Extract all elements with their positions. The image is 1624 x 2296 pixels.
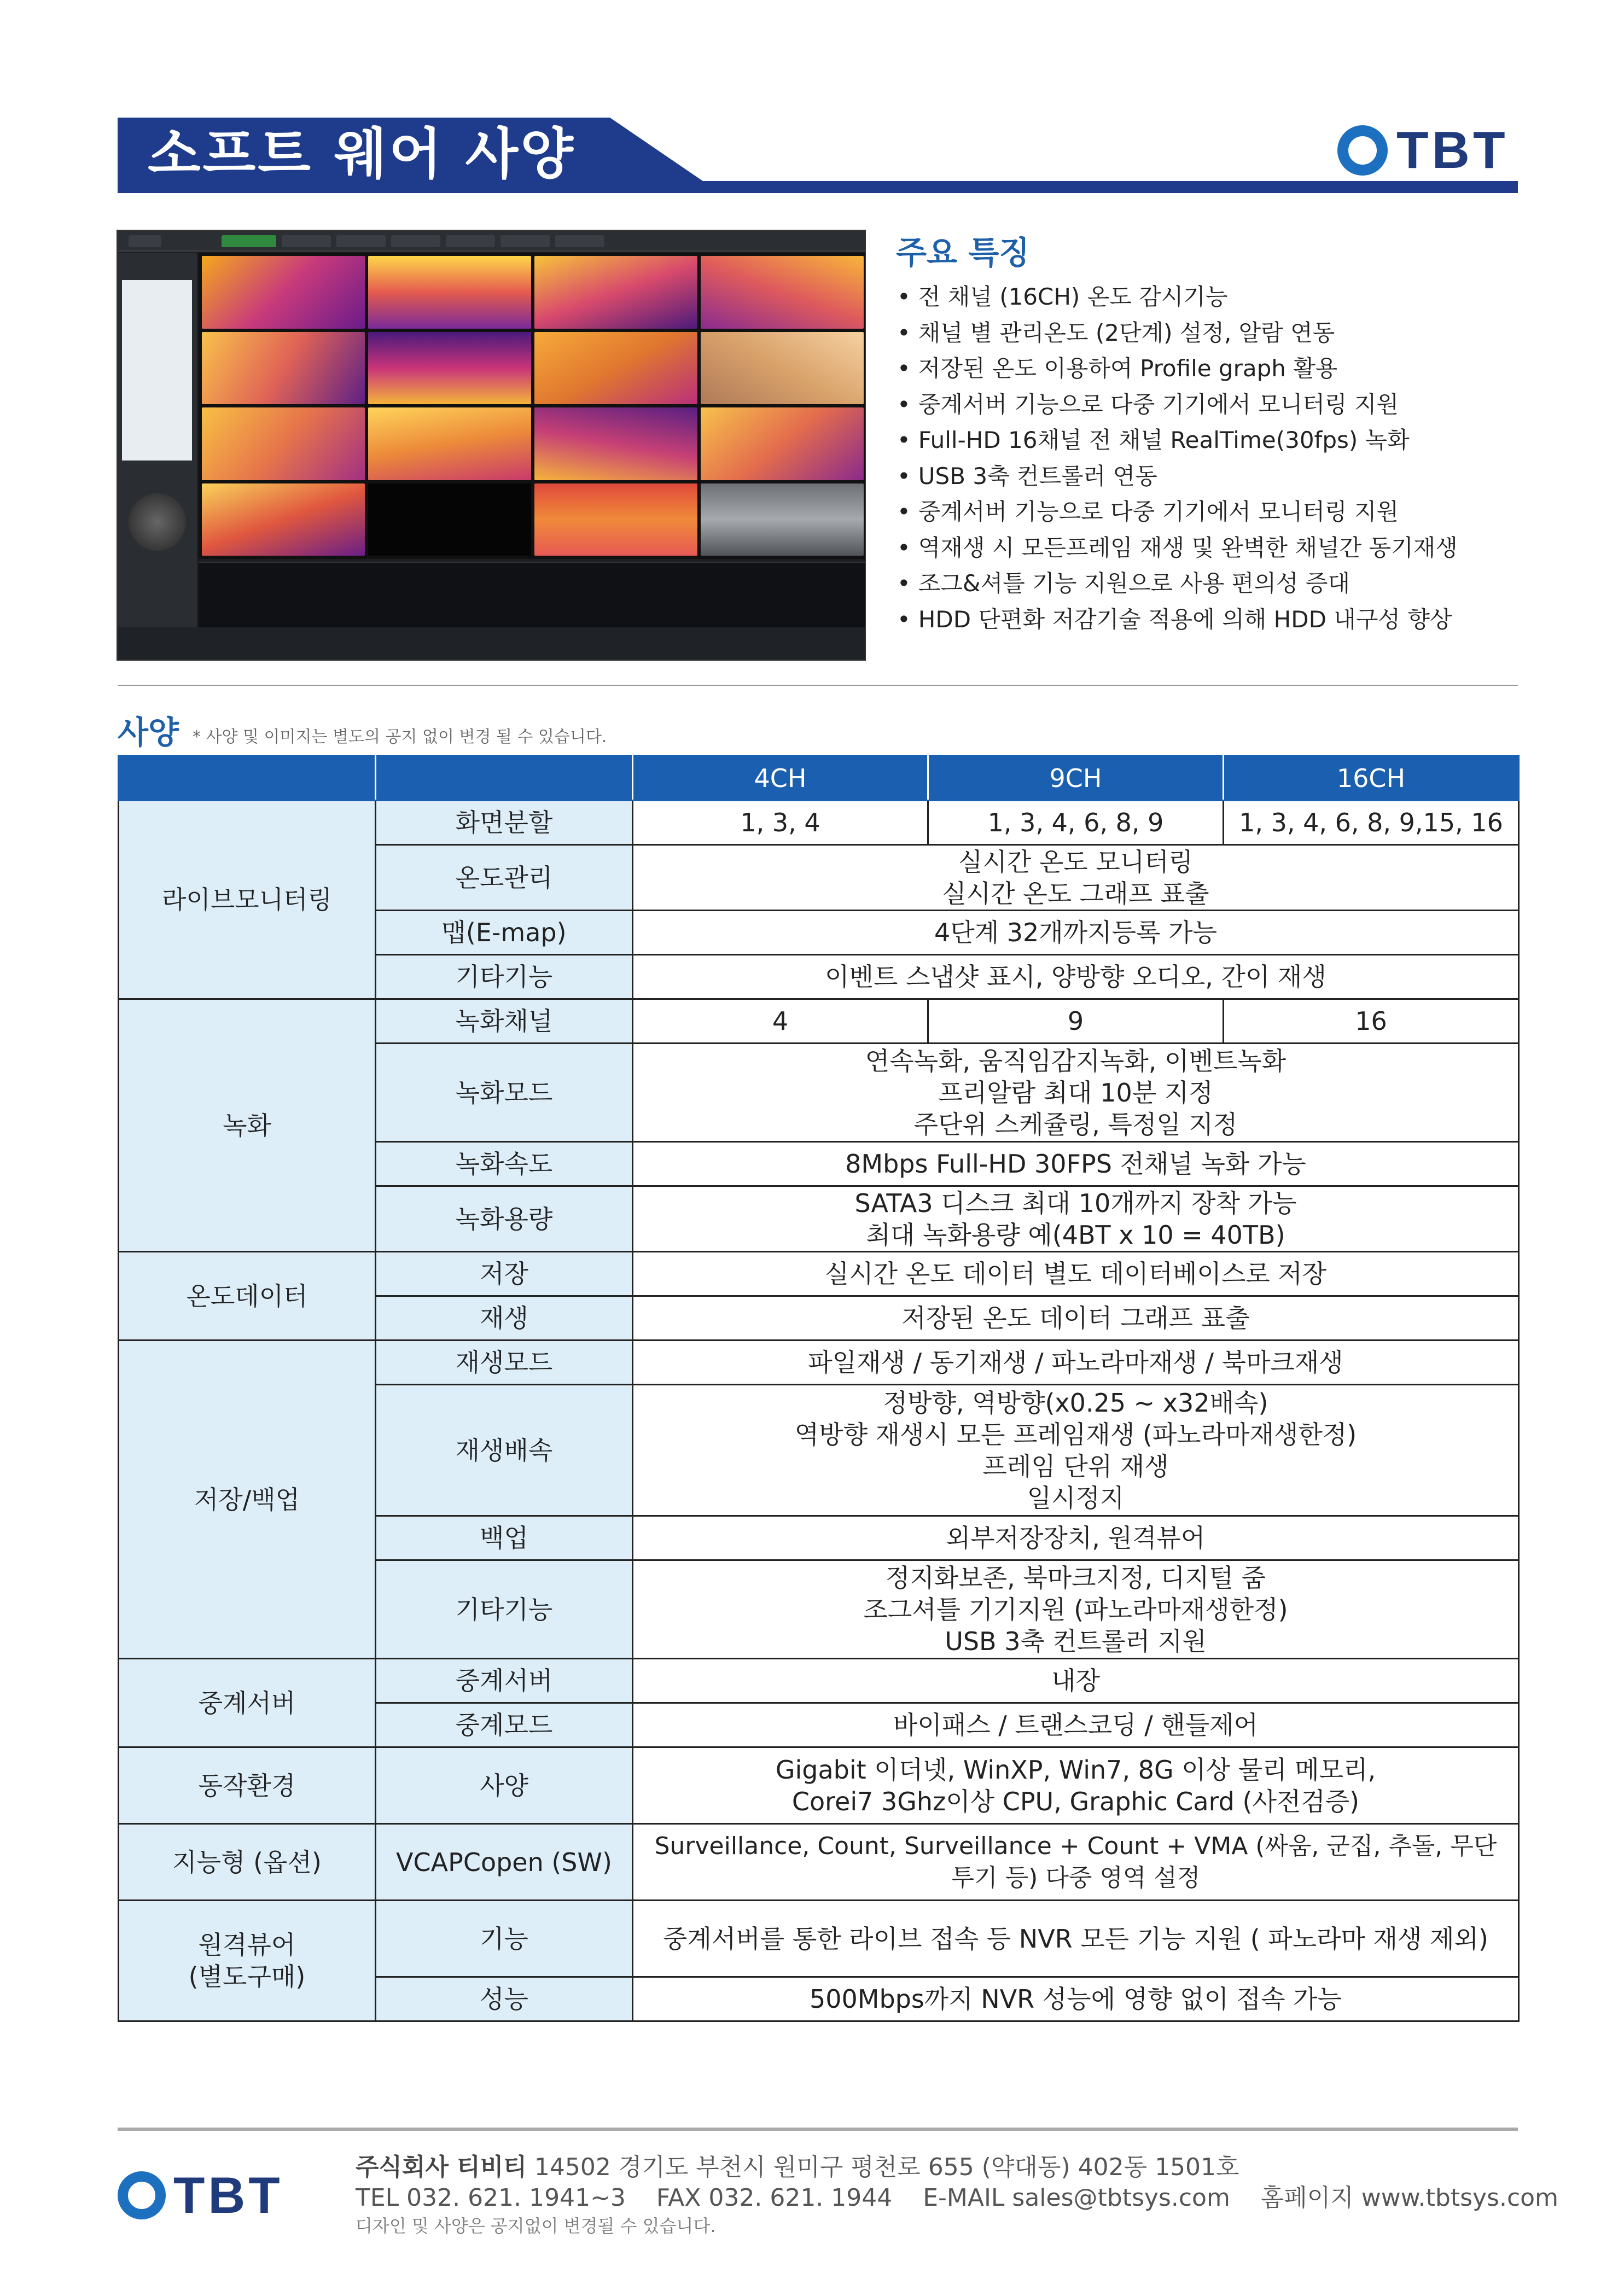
row-label: 녹화용량 xyxy=(376,1186,633,1252)
logo-text: TBT xyxy=(1396,121,1509,179)
row-label: 기능 xyxy=(376,1901,633,1977)
category-live: 라이브모니터링 xyxy=(119,801,376,999)
row-label: 성능 xyxy=(376,1977,633,2021)
cell-line: 조그셔틀 기기지원 (파노라마재생한정) xyxy=(863,1594,1288,1624)
category-recording: 녹화 xyxy=(119,999,376,1252)
feature-item: • 채널 별 관리온도 (2단계) 설정, 알람 연동 xyxy=(897,315,1542,351)
category-backup: 저장/백업 xyxy=(119,1341,376,1659)
row-label: 재생모드 xyxy=(376,1341,633,1385)
row-label: 재생배속 xyxy=(376,1385,633,1516)
cell-value: 8Mbps Full-HD 30FPS 전채널 녹화 가능 xyxy=(633,1142,1519,1186)
feature-item: • HDD 단편화 저감기술 적용에 의해 HDD 내구성 향상 xyxy=(897,602,1542,638)
cell-line: Corei7 3Ghz이상 CPU, Graphic Card (사전검증) xyxy=(791,1786,1360,1816)
cell-line: 실시간 온도 그래프 표출 xyxy=(942,878,1209,908)
section-divider xyxy=(118,685,1518,686)
cell-value: 1, 3, 4, 6, 8, 9,15, 16 xyxy=(1224,801,1519,845)
row-label: 백업 xyxy=(376,1516,633,1560)
header-cell xyxy=(119,756,376,801)
feature-item: • 저장된 온도 이용하여 Profile graph 활용 xyxy=(897,351,1542,387)
row-label: 중계서버 xyxy=(376,1659,633,1703)
row-label: 녹화모드 xyxy=(376,1044,633,1142)
cell-line: 프리알람 최대 10분 지정 xyxy=(938,1077,1213,1108)
cell-line: 연속녹화, 움직임감지녹화, 이벤트녹화 xyxy=(865,1046,1287,1076)
cell-value xyxy=(633,1747,1519,1824)
cell-value: 16 xyxy=(1224,999,1519,1044)
cell-value: 500Mbps까지 NVR 성능에 영향 없이 접속 가능 xyxy=(633,1977,1519,2021)
spec-title: 사양 xyxy=(118,714,179,751)
footer-address xyxy=(356,2147,1239,2182)
row-label: 중계모드 xyxy=(376,1703,633,1747)
logo-ring-icon xyxy=(118,2171,166,2219)
cell-line: 정지화보존, 북마크지정, 디지털 줌 xyxy=(885,1563,1266,1593)
cell-value: 1, 3, 4, 6, 8, 9 xyxy=(928,801,1224,845)
footer-divider xyxy=(118,2128,1518,2131)
cell-value: 4단계 32개까지등록 가능 xyxy=(633,911,1519,955)
cell-value: 1, 3, 4 xyxy=(633,801,928,845)
category-ai: 지능형 (옵션) xyxy=(119,1824,376,1901)
cell-value xyxy=(633,1560,1519,1659)
features-list xyxy=(897,279,1542,637)
cell-value: 중계서버를 통한 라이브 접속 등 NVR 모든 기능 지원 ( 파노라마 재생 제외) xyxy=(633,1901,1519,1977)
feature-item: • 전 채널 (16CH) 온도 감시기능 xyxy=(897,279,1542,315)
features-title: 주요 특징 xyxy=(896,234,1030,271)
header-cell-16ch: 16CH xyxy=(1224,756,1519,801)
cell-line: Surveillance, Count, Surveillance + Count + VMA (싸움, 군집, 추돌, 무단 xyxy=(654,1832,1497,1860)
row-label: VCAPCopen (SW) xyxy=(376,1824,633,1901)
row-label: 녹화채널 xyxy=(376,999,633,1044)
feature-item: • 역재생 시 모든프레임 재생 및 완벽한 채널간 동기재생 xyxy=(897,530,1542,566)
logo-text: TBT xyxy=(173,2166,283,2224)
category-env: 동작환경 xyxy=(119,1747,376,1824)
brand-logo xyxy=(1337,120,1509,180)
cell-value xyxy=(633,1186,1519,1252)
cell-line: (별도구매) xyxy=(188,1962,306,1991)
software-screenshot xyxy=(117,230,866,661)
cell-value: 4 xyxy=(633,999,928,1044)
cell-value: 9 xyxy=(928,999,1224,1044)
cell-value: 저장된 온도 데이터 그래프 표출 xyxy=(633,1296,1519,1341)
cell-line: 일시정지 xyxy=(1027,1483,1125,1513)
footer-contact: TEL 032. 621. 1941~3 FAX 032. 621. 1944 E-MAIL sales@tbtsys.com 홈페이지 www.tbtsys.com xyxy=(356,2184,1558,2212)
feature-item: • Full-HD 16채널 전 채널 RealTime(30fps) 녹화 xyxy=(897,422,1542,458)
feature-item: • 조그&셔틀 기능 지원으로 사용 편의성 증대 xyxy=(897,566,1542,602)
row-label: 저장 xyxy=(376,1252,633,1296)
cell-line: 역방향 재생시 모든 프레임재생 (파노라마재생한정) xyxy=(794,1419,1357,1449)
cell-line: Gigabit 이더넷, WinXP, Win7, 8G 이상 물리 메모리, xyxy=(775,1755,1376,1785)
logo-ring-icon xyxy=(1337,125,1388,176)
spec-note: * 사양 및 이미지는 별도의 공지 없이 변경 될 수 있습니다. xyxy=(193,727,607,747)
cell-value: 바이패스 / 트랜스코딩 / 핸들제어 xyxy=(633,1703,1519,1747)
cell-value: 외부저장장치, 원격뷰어 xyxy=(633,1516,1519,1560)
cell-value xyxy=(633,845,1519,911)
cell-value xyxy=(633,1044,1519,1142)
cell-line: USB 3축 컨트롤러 지원 xyxy=(945,1626,1207,1656)
cell-line: 투기 등) 다중 영역 설정 xyxy=(951,1863,1201,1892)
cell-line: 프레임 단위 재생 xyxy=(982,1451,1169,1481)
cell-value: 실시간 온도 데이터 별도 데이터베이스로 저장 xyxy=(633,1252,1519,1296)
category-relay: 중계서버 xyxy=(119,1659,376,1747)
footer-logo xyxy=(118,2166,283,2225)
feature-item: • 중계서버 기능으로 다중 기기에서 모니터링 지원 xyxy=(897,494,1542,530)
cell-value xyxy=(633,1824,1519,1901)
row-label: 온도관리 xyxy=(376,845,633,911)
row-label: 사양 xyxy=(376,1747,633,1824)
feature-item: • 중계서버 기능으로 다중 기기에서 모니터링 지원 xyxy=(897,387,1542,423)
address-text: 14502 경기도 부천시 원미구 평천로 655 (약대동) 402동 1501호 xyxy=(526,2153,1239,2181)
cell-line: 주단위 스케쥴링, 특정일 지정 xyxy=(913,1109,1238,1139)
row-label: 기타기능 xyxy=(376,1560,633,1659)
footer-notice: 디자인 및 사양은 공지없이 변경될 수 있습니다. xyxy=(356,2216,716,2236)
row-label: 재생 xyxy=(376,1296,633,1341)
cell-line: SATA3 디스크 최대 10개까지 장착 가능 xyxy=(854,1188,1297,1218)
row-label: 화면분할 xyxy=(376,801,633,845)
company-name: 주식회사 티비티 xyxy=(356,2153,527,2181)
header-cell xyxy=(376,756,633,801)
cell-line: 최대 녹화용량 예(4BT x 10 = 40TB) xyxy=(866,1220,1285,1250)
cell-line: 원격뷰어 xyxy=(198,1930,296,1960)
page-title: 소프트 웨어 사양 xyxy=(148,122,575,186)
cell-value: 파일재생 / 동기재생 / 파노라마재생 / 북마크재생 xyxy=(633,1341,1519,1385)
row-label: 기타기능 xyxy=(376,955,633,999)
cell-line: 실시간 온도 모니터링 xyxy=(958,847,1194,877)
row-label: 맵(E-map) xyxy=(376,911,633,955)
cell-value: 내장 xyxy=(633,1659,1519,1703)
category-remote xyxy=(119,1901,376,2021)
category-temp-data: 온도데이터 xyxy=(119,1252,376,1341)
cell-value xyxy=(633,1385,1519,1516)
spec-table xyxy=(118,755,1520,2022)
cell-line: 정방향, 역방향(x0.25 ~ x32배속) xyxy=(883,1388,1268,1418)
header-cell-9ch: 9CH xyxy=(928,756,1224,801)
feature-item: • USB 3축 컨트롤러 연동 xyxy=(897,458,1542,494)
spec-header-row xyxy=(119,756,1519,801)
cell-value: 이벤트 스냅샷 표시, 양방향 오디오, 간이 재생 xyxy=(633,955,1519,999)
row-label: 녹화속도 xyxy=(376,1142,633,1186)
header-cell-4ch: 4CH xyxy=(633,756,928,801)
